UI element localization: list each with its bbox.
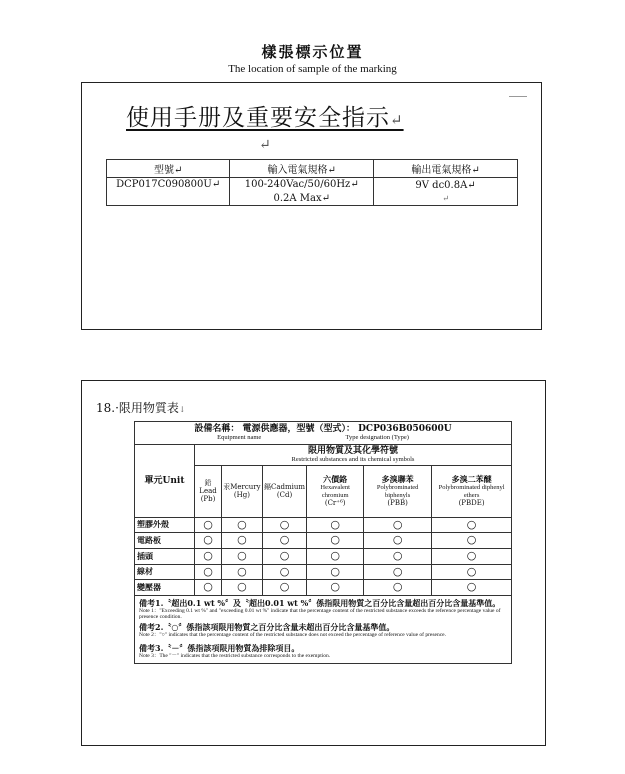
equipment-row <box>135 422 512 445</box>
manual-title-text: 使用手册及重要安全指示 <box>126 105 390 131</box>
status-circle: ○ <box>222 533 263 549</box>
status-circle: ○ <box>262 580 307 596</box>
status-circle: ○ <box>307 580 364 596</box>
marking-sample-card <box>81 82 542 330</box>
status-circle: ○ <box>364 580 432 596</box>
input-line-2: 0.2A Max↵ <box>273 193 330 204</box>
status-circle: ○ <box>262 517 307 533</box>
equipment-zh: 設備名稱： 電源供應器，型號（型式）： DCP036B050600U <box>194 424 452 434</box>
equipment-en <box>135 434 511 441</box>
status-circle: ○ <box>195 533 222 549</box>
paragraph-mark-icon: ↓ <box>178 405 186 414</box>
section-title <box>96 399 186 416</box>
status-circle: ○ <box>222 580 263 596</box>
table-row <box>107 178 518 206</box>
table-row <box>135 517 512 533</box>
status-circle: ○ <box>432 580 512 596</box>
unit-name: 插頭 <box>135 548 195 564</box>
output-line-2: ↵ <box>442 194 449 203</box>
restricted-cell <box>195 444 512 465</box>
substance-symbol: (PBDE) <box>458 499 485 508</box>
notes-row <box>135 595 512 663</box>
output-value <box>374 178 518 206</box>
notes-cell <box>135 595 512 663</box>
substance-name: 鎘Cadmium <box>264 483 306 492</box>
substance-name: 多溴聯苯 <box>381 474 414 485</box>
unit-label: 單元Unit <box>135 444 195 517</box>
return-mark-icon: ↵ <box>259 137 271 153</box>
equipment-name-en: Equipment name <box>217 434 262 442</box>
page-title: 樣張標示位置 <box>261 43 364 61</box>
status-circle: ○ <box>195 580 222 596</box>
input-line-1: 100-240Vac/50/60Hz↵ <box>244 179 359 190</box>
substance-cr6 <box>307 465 364 517</box>
substance-pbde <box>432 465 512 517</box>
note-1-zh: 備考1.〝超出0.1 wt %〞及〝超出0.01 wt %〞係指限用物質之百分比含量超出百分比含量基準值。 <box>139 597 501 608</box>
status-circle: ○ <box>432 533 512 549</box>
substance-symbol: (Hg) <box>233 491 250 500</box>
note-3-zh: 備考3.〝－〞係指該項限用物質為排除項目。 <box>139 643 300 654</box>
unit-name: 電路板 <box>135 533 195 549</box>
status-circle: ○ <box>307 533 364 549</box>
status-circle: ○ <box>262 533 307 549</box>
substance-symbol: (Pb) <box>200 495 216 504</box>
status-circle: ○ <box>195 517 222 533</box>
substance-name-en: Polybrominated biphenyls <box>376 484 419 499</box>
substance-symbol: (Cr⁺⁶) <box>324 499 346 508</box>
substance-name: 多溴二苯醚 <box>451 474 492 485</box>
model-value: DCP017C090800U↵ <box>107 178 230 206</box>
table-row <box>135 548 512 564</box>
section-title-text: 18.·限用物質表 <box>96 401 179 415</box>
substance-name: 汞Mercury <box>223 483 261 492</box>
table-row <box>135 564 512 580</box>
status-circle: ○ <box>432 548 512 564</box>
status-circle: ○ <box>307 517 364 533</box>
status-circle: ○ <box>364 533 432 549</box>
return-mark-icon: ↵ <box>390 111 404 129</box>
manual-title <box>126 99 404 132</box>
substance-pb <box>195 465 222 517</box>
status-circle: ○ <box>364 548 432 564</box>
header-output: 輸出電氣規格↵ <box>374 160 518 178</box>
substance-name-en: Polybrominated diphenyl ethers <box>438 484 505 499</box>
substance-name: 六價鉻 <box>323 474 348 485</box>
unit-name: 線材 <box>135 564 195 580</box>
status-circle: ○ <box>222 517 263 533</box>
substance-name: 鉛Lead <box>199 479 217 496</box>
status-circle: ○ <box>364 564 432 580</box>
header-input: 輸入電氣規格↵ <box>230 160 374 178</box>
substance-cd <box>262 465 307 517</box>
restricted-substances-table <box>134 421 512 664</box>
substance-symbol: (PBB) <box>387 499 408 508</box>
output-line-1: 9V dc0.8A↵ <box>415 180 476 191</box>
input-value <box>230 178 374 206</box>
unit-name: 變壓器 <box>135 580 195 596</box>
status-circle: ○ <box>222 548 263 564</box>
model-spec-table <box>106 159 518 206</box>
status-circle: ○ <box>195 564 222 580</box>
note-3-en: Note 3：The "－" indicates that the restricted substance corresponds to the exemption. <box>139 653 331 660</box>
type-designation-en: Type designation (Type) <box>345 434 409 442</box>
substance-symbol: (Cd) <box>276 491 293 500</box>
restricted-header-row <box>135 444 512 465</box>
table-header-row <box>107 160 518 178</box>
status-circle: ○ <box>262 564 307 580</box>
note-2-zh: 備考2.〝○〞係指該項限用物質之百分比含量未超出百分比含量基準值。 <box>139 621 395 632</box>
table-row <box>135 580 512 596</box>
restricted-zh: 限用物質及其化學符號 <box>307 445 398 456</box>
table-row <box>135 533 512 549</box>
note-2-en: Note 2："○" indicates that the percentage content of the restricted substance does not exceed the percentage of reference value of presence. <box>139 631 446 638</box>
status-circle: ○ <box>364 517 432 533</box>
page-subtitle: The location of sample of the marking <box>228 63 397 75</box>
status-circle: ○ <box>432 564 512 580</box>
substance-hg <box>222 465 263 517</box>
unit-name: 塑膠外殼 <box>135 517 195 533</box>
substance-pbb <box>364 465 432 517</box>
status-circle: ○ <box>195 548 222 564</box>
status-circle: ○ <box>432 517 512 533</box>
restricted-en: Restricted substances and its chemical symbols <box>291 456 415 464</box>
corner-line <box>509 96 527 97</box>
restricted-substances-card <box>81 380 546 746</box>
status-circle: ○ <box>307 548 364 564</box>
substance-name-en: Hexavalent chromium <box>320 484 350 499</box>
equipment-cell <box>135 422 512 445</box>
status-circle: ○ <box>222 564 263 580</box>
status-circle: ○ <box>307 564 364 580</box>
status-circle: ○ <box>262 548 307 564</box>
note-1-en: Note 1："Exceeding 0.1 wt %" and "exceeding 0.01 wt %" indicate that the percentage content of the restricted substance exceeds the reference percentage value of presence condition. <box>139 608 501 621</box>
header-model: 型號↵ <box>107 160 230 178</box>
